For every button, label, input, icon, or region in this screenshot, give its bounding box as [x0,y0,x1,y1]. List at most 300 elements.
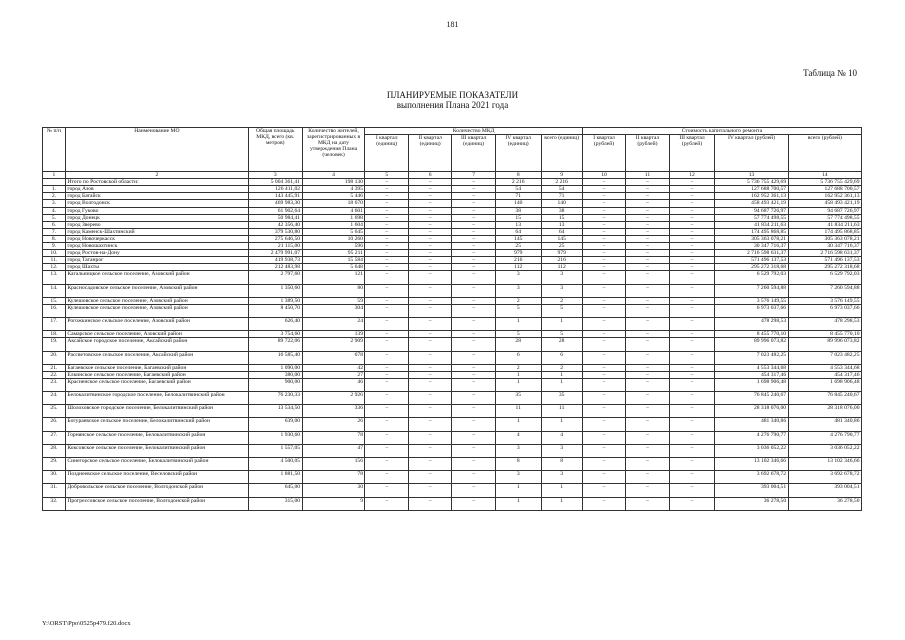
cost-q4: 305 363 078,21 [715,235,788,242]
mkd-total: 1 [541,371,582,378]
cost-q3: – [669,264,715,271]
people-value: 46 [302,378,365,391]
municipality-name: город Новочеркасск [65,235,248,242]
cost-q1: – [582,186,625,193]
table-row [43,471,862,484]
mkd-q3: – [452,284,495,297]
cost-q1: – [582,221,625,228]
mkd-q3: – [452,271,495,284]
cost-total: 393 004,51 [788,484,861,497]
cost-total: 478 298,53 [788,318,861,331]
area-value: 2 479 991,07 [248,250,302,257]
cost-q4: 5 736 755 429,69 [715,179,788,186]
header-area: Общая площадь МКД, всего (кв. метров) [248,128,302,172]
cost-q3: – [669,243,715,250]
cost-q2: – [626,338,669,351]
mkd-q3: – [452,207,495,214]
mkd-q4: 1 [495,371,541,378]
area-value: 1 090,00 [248,364,302,371]
municipality-name: город Гуково [65,207,248,214]
cost-q1: – [582,257,625,264]
cost-q2: – [626,214,669,221]
people-value: 10 260 [302,235,365,242]
mkd-q2: – [408,338,451,351]
cost-q2: – [626,497,669,510]
table-number: Таблица № 10 [803,68,857,78]
mkd-q4: 5 [495,304,541,317]
cost-q2: – [626,418,669,431]
mkd-total: 2 [541,297,582,304]
row-num: 19. [43,338,66,351]
mkd-total: 11 [541,405,582,418]
row-num: 13. [43,271,66,284]
people-value: 27 [302,371,365,378]
cost-q2: – [626,392,669,405]
mkd-q3: – [452,351,495,364]
cost-q2: – [626,331,669,338]
mkd-q4: 979 [495,250,541,257]
table-row [43,497,862,510]
municipality-name: Синегорское сельское поселение, Белокалитвинский район [65,458,248,471]
row-num: 27. [43,431,66,444]
cost-q4: 478 298,53 [715,318,788,331]
cost-total: 295 272 318,68 [788,264,861,271]
area-value: 1 930,60 [248,431,302,444]
cost-total: 458 493 421,19 [788,200,861,207]
cost-q2: – [626,228,669,235]
cost-q1: – [582,200,625,207]
cost-q1: – [582,378,625,391]
column-index: 7 [452,172,495,179]
area-value: 3 754,60 [248,331,302,338]
mkd-q2: – [408,418,451,431]
mkd-q4: 35 [495,392,541,405]
people-value: 15 584 [302,257,365,264]
cost-q3: – [669,193,715,200]
mkd-total: 216 [541,257,582,264]
municipality-name: город Шахты [65,264,248,271]
header-mkd-total: всего (единиц) [541,135,582,172]
mkd-q4: 1 [495,378,541,391]
cost-total: 28 318 076,00 [788,405,861,418]
cost-q4: 127 688 700,57 [715,186,788,193]
cost-total: 6 529 792,03 [788,271,861,284]
cost-q3: – [669,257,715,264]
table-row [43,338,862,351]
header-people: Количество жителей, зарегистрированных в МКД на дату утверждения Плана (человек) [302,128,365,172]
area-value: 1 881,50 [248,471,302,484]
cost-q2: – [626,318,669,331]
area-value: 126 411,02 [248,186,302,193]
mkd-q1: – [365,471,408,484]
area-value: 315,00 [248,497,302,510]
area-value: 900,00 [248,378,302,391]
cost-q4: 481 340,86 [715,418,788,431]
people-value: 59 [302,297,365,304]
header-mkd-q1: I квартал (единиц) [365,135,408,172]
row-num: 1. [43,186,66,193]
mkd-q2: – [408,221,451,228]
cost-q1: – [582,418,625,431]
mkd-q3: – [452,331,495,338]
mkd-q4: 1 [495,318,541,331]
municipality-name: Красненское сельское поселение, Багаевский район [65,378,248,391]
table-row [43,221,862,228]
municipality-name: Кулешовское сельское поселение, Азовский район [65,297,248,304]
cost-q2: – [626,179,669,186]
mkd-q1: – [365,243,408,250]
cost-q1: – [582,471,625,484]
area-value: 1 350,60 [248,284,302,297]
mkd-total: 140 [541,200,582,207]
municipality-name: Багаевское сельское поселение, Багаевский район [65,364,248,371]
cost-q1: – [582,179,625,186]
column-index: 14 [788,172,861,179]
row-num: 20. [43,351,66,364]
people-value: 5 645 [302,228,365,235]
mkd-q1: – [365,193,408,200]
cost-q1: – [582,297,625,304]
cost-total: 5 736 755 429,69 [788,179,861,186]
cost-q1: – [582,331,625,338]
cost-q2: – [626,243,669,250]
mkd-q4: 2 [495,364,541,371]
plan-indicators-table [42,127,862,511]
municipality-name: город Каменск-Шахтинский [65,228,248,235]
people-value: 336 [302,405,365,418]
people-value: 95 211 [302,250,365,257]
mkd-q4: 8 [495,458,541,471]
cost-q2: – [626,297,669,304]
mkd-q1: – [365,392,408,405]
cost-q4: 30 347 716,37 [715,243,788,250]
cost-total: 89 996 073,82 [788,338,861,351]
people-value: 24 [302,318,365,331]
table-row [43,193,862,200]
mkd-q3: – [452,405,495,418]
table-body [43,179,862,511]
mkd-total: 3 [541,271,582,284]
row-num: 9. [43,243,66,250]
mkd-q4: 11 [495,405,541,418]
table-row [43,318,862,331]
cost-q2: – [626,257,669,264]
mkd-q3: – [452,193,495,200]
mkd-q4: 71 [495,193,541,200]
cost-total: 454 317,46 [788,371,861,378]
cost-total: 4 276 790,77 [788,431,861,444]
row-num: 3. [43,200,66,207]
cost-q2: – [626,221,669,228]
area-value: 212 483,98 [248,264,302,271]
mkd-q3: – [452,186,495,193]
area-value: 76 230,33 [248,392,302,405]
cost-q3: – [669,405,715,418]
mkd-q2: – [408,471,451,484]
mkd-q2: – [408,186,451,193]
header-cost-group: Стоимость капитального ремонта [582,128,861,135]
people-value: 4 395 [302,186,365,193]
mkd-q3: – [452,257,495,264]
mkd-total: 71 [541,193,582,200]
cost-q4: 571 496 137,53 [715,257,788,264]
mkd-q1: – [365,257,408,264]
people-value: 26 [302,418,365,431]
cost-total: 3 576 149,55 [788,297,861,304]
area-value: 143 445,91 [248,193,302,200]
cost-q4: 1 698 906,48 [715,378,788,391]
mkd-total: 35 [541,392,582,405]
cost-q1: – [582,271,625,284]
mkd-q2: – [408,179,451,186]
row-num: 10. [43,250,66,257]
row-num: 23. [43,378,66,391]
people-value: 304 [302,304,365,317]
cost-q2: – [626,431,669,444]
table-row [43,431,862,444]
row-num [43,179,66,186]
column-index: 1 [43,172,66,179]
cost-q3: – [669,179,715,186]
cost-total: 30 347 716,37 [788,243,861,250]
mkd-q2: – [408,458,451,471]
mkd-q2: – [408,405,451,418]
row-num: 24. [43,392,66,405]
people-value: 2 926 [302,392,365,405]
mkd-q4: 2 216 [495,179,541,186]
column-index: 10 [582,172,625,179]
mkd-total: 112 [541,264,582,271]
people-value: 156 [302,458,365,471]
mkd-q2: – [408,235,451,242]
cost-q4: 393 004,51 [715,484,788,497]
cost-q2: – [626,484,669,497]
cost-q3: – [669,471,715,484]
cost-q3: – [669,351,715,364]
row-num: 4. [43,207,66,214]
table-row [43,200,862,207]
cost-q1: – [582,405,625,418]
mkd-q4: 54 [495,186,541,193]
mkd-q1: – [365,214,408,221]
cost-q4: 7 023 482,25 [715,351,788,364]
cost-q1: – [582,193,625,200]
mkd-total: 3 [541,284,582,297]
cost-q2: – [626,271,669,284]
mkd-q4: 6 [495,351,541,364]
mkd-q2: – [408,250,451,257]
mkd-q2: – [408,207,451,214]
area-value: 42 356,40 [248,221,302,228]
row-num: 22. [43,371,66,378]
cost-q1: – [582,264,625,271]
mkd-q2: – [408,444,451,457]
municipality-name: город Ростов-на-Дону [65,250,248,257]
cost-q3: – [669,214,715,221]
mkd-q3: – [452,497,495,510]
mkd-q1: – [365,431,408,444]
cost-total: 305 363 078,21 [788,235,861,242]
cost-q1: – [582,318,625,331]
cost-q3: – [669,378,715,391]
cost-q4: 174 495 868,85 [715,228,788,235]
people-value: 18 670 [302,200,365,207]
cost-q3: – [669,364,715,371]
mkd-q2: – [408,431,451,444]
cost-q2: – [626,364,669,371]
mkd-total: 1 [541,418,582,431]
cost-q2: – [626,458,669,471]
mkd-q4: 1 [495,418,541,431]
cost-total: 162 952 361,13 [788,193,861,200]
cost-total: 1 698 906,48 [788,378,861,391]
municipality-name: Горнянское сельское поселение, Белокалитвинский район [65,431,248,444]
mkd-q3: – [452,250,495,257]
mkd-total: 64 [541,228,582,235]
mkd-q4: 3 [495,284,541,297]
table-row [43,214,862,221]
mkd-q2: – [408,257,451,264]
municipality-name: город Новошахтинск [65,243,248,250]
cost-q4: 36 278,50 [715,497,788,510]
cost-q4: 41 834 211,63 [715,221,788,228]
municipality-name: Богураевское сельское поселение, Белокалитвинский район [65,418,248,431]
area-value: 8 450,70 [248,304,302,317]
cost-q1: – [582,243,625,250]
mkd-total: 13 [541,221,582,228]
cost-q1: – [582,484,625,497]
people-value: 596 [302,243,365,250]
mkd-total: 1 [541,497,582,510]
municipality-name: Аксайское городское поселение, Аксайский район [65,338,248,351]
cost-q2: – [626,186,669,193]
footer-path: Y:\ORST\Ppo\0525p479.f20.docx [42,620,131,627]
people-value: 9 [302,497,365,510]
mkd-q1: – [365,235,408,242]
cost-q4: 4 553 344,68 [715,364,788,371]
cost-q1: – [582,284,625,297]
table-row [43,405,862,418]
mkd-q2: – [408,331,451,338]
cost-q1: – [582,497,625,510]
column-index: 8 [495,172,541,179]
municipality-name: Позднеевское сельское поселение, Веселовский район [65,471,248,484]
cost-q1: – [582,392,625,405]
row-num: 31. [43,484,66,497]
cost-total: 57 774 498,55 [788,214,861,221]
municipality-name: Кагальницкое сельское поселение, Азовский район [65,271,248,284]
cost-total: 94 687 726,97 [788,207,861,214]
header-cost-q1: I квартал (рублей) [582,135,625,172]
cost-total: 7 260 594,88 [788,284,861,297]
cost-q2: – [626,371,669,378]
municipality-name: город Донецк [65,214,248,221]
row-num: 11. [43,257,66,264]
mkd-q3: – [452,297,495,304]
cost-q4: 89 996 073,82 [715,338,788,351]
cost-q4: 2 716 598 631,37 [715,250,788,257]
cost-q2: – [626,250,669,257]
column-index-row [43,172,862,179]
mkd-q3: – [452,264,495,271]
cost-q3: – [669,200,715,207]
mkd-q4: 38 [495,207,541,214]
mkd-q4: 15 [495,214,541,221]
cost-q1: – [582,250,625,257]
area-value: 61 902,64 [248,207,302,214]
mkd-total: 1 [541,484,582,497]
mkd-total: 2 [541,364,582,371]
mkd-total: 145 [541,235,582,242]
row-num: 15. [43,297,66,304]
area-value: 21 115,00 [248,243,302,250]
area-value: 275 646,50 [248,235,302,242]
mkd-total: 54 [541,186,582,193]
municipality-name: город Таганрог [65,257,248,264]
municipality-name: город Зверево [65,221,248,228]
people-value: 678 [302,351,365,364]
mkd-q3: – [452,304,495,317]
mkd-total: 28 [541,338,582,351]
area-value: 419 938,73 [248,257,302,264]
mkd-q3: – [452,392,495,405]
mkd-q2: – [408,284,451,297]
cost-q2: – [626,471,669,484]
cost-q2: – [626,378,669,391]
mkd-q4: 3 [495,271,541,284]
mkd-q3: – [452,444,495,457]
municipality-name: Рассветовское сельское поселение, Аксайский район [65,351,248,364]
table-row [43,392,862,405]
page-title [0,90,905,110]
table-row [43,331,862,338]
row-num: 12. [43,264,66,271]
table-row [43,179,862,186]
cost-q4: 13 102 346,66 [715,458,788,471]
mkd-total: 25 [541,243,582,250]
cost-q2: – [626,264,669,271]
table-row [43,484,862,497]
people-value: 2 909 [302,338,365,351]
mkd-total: 1 [541,378,582,391]
row-num: 7. [43,228,66,235]
row-num: 30. [43,471,66,484]
mkd-q2: – [408,193,451,200]
mkd-q1: – [365,444,408,457]
cost-q2: – [626,405,669,418]
table-row [43,304,862,317]
mkd-q1: – [365,186,408,193]
municipality-name: Итого по Ростовской области: [65,179,248,186]
row-num: 2. [43,193,66,200]
header-mkd-q2: II квартал (единиц) [408,135,451,172]
cost-q1: – [582,364,625,371]
municipality-name: город Батайск [65,193,248,200]
area-value: 5 004 361,41 [248,179,302,186]
row-num: 6. [43,221,66,228]
municipality-name: Рогожкинское сельское поселение, Азовский район [65,318,248,331]
table-row [43,250,862,257]
header-mkd-q4: IV квартал (единиц) [495,135,541,172]
people-value: 30 [302,484,365,497]
mkd-q2: – [408,378,451,391]
mkd-total: 979 [541,250,582,257]
table-row [43,444,862,457]
mkd-q4: 3 [495,444,541,457]
area-value: 626,40 [248,318,302,331]
cost-total: 4 553 344,68 [788,364,861,371]
mkd-q2: – [408,264,451,271]
